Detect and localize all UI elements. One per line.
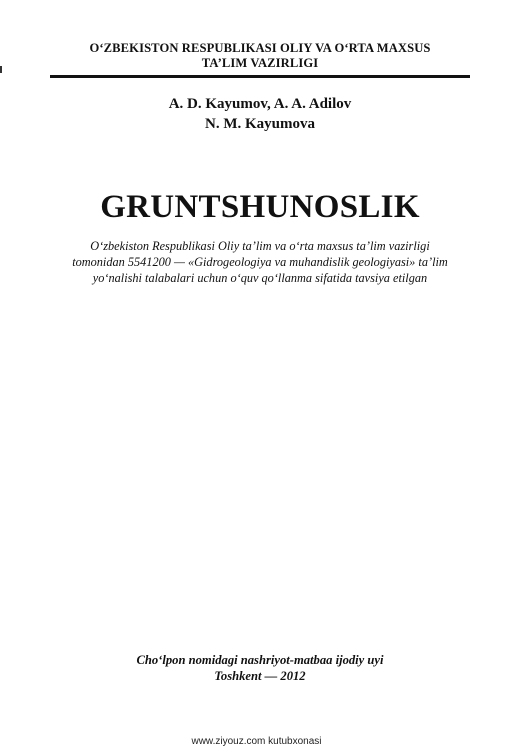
- header-divider: [50, 75, 470, 78]
- publisher-block: [40, 652, 480, 684]
- publication-place-year: Toshkent — 2012: [214, 669, 306, 683]
- publisher-name: Cho‘lpon nomidagi nashriyot-matbaa ijodiy uyi: [136, 653, 384, 667]
- scan-edge-mark: [0, 66, 2, 73]
- approval-statement: [40, 238, 480, 286]
- approval-line-2: tomonidan 5541200 — «Gidrogeologiya va muhandislik geologiyasi» ta’lim: [72, 255, 448, 269]
- approval-line-3: yo‘nalishi talabalari uchun o‘quv qo‘llanma sifatida tavsiya etilgan: [92, 271, 428, 285]
- footer-watermark: www.ziyouz.com kutubxonasi: [191, 736, 322, 747]
- book-title: GRUNTSHUNOSLIK: [100, 189, 420, 225]
- authors-line-1: A. D. Kayumov, A. A. Adilov: [168, 96, 352, 112]
- ministry-line-1: O‘ZBEKISTON RESPUBLIKASI OLIY VA O‘RTA MAXSUS: [89, 41, 431, 55]
- authors-block: [40, 94, 480, 134]
- ministry-line-2: TA’LIM VAZIRLIGI: [201, 56, 319, 70]
- approval-line-1: O‘zbekiston Respublikasi Oliy ta’lim va o‘rta maxsus ta’lim vazirligi: [90, 239, 430, 253]
- ministry-header: [40, 41, 480, 71]
- authors-line-2: N. M. Kayumova: [205, 116, 315, 132]
